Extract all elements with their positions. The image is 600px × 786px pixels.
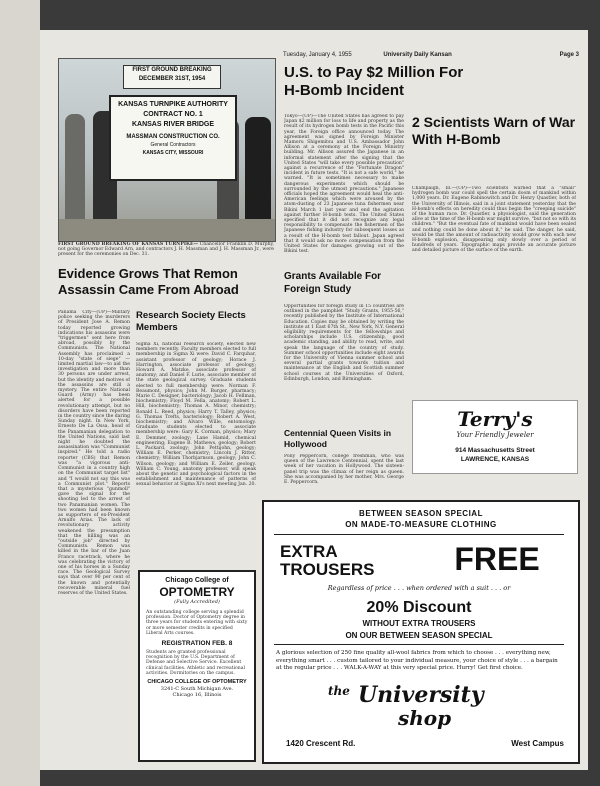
optometry-line-2: OPTOMETRY xyxy=(159,585,235,599)
sign-line-5: General Contractors xyxy=(150,142,196,148)
logo-shop: shop xyxy=(398,706,452,730)
terrys-tagline: Your Friendly Jeweler xyxy=(456,431,534,439)
shop-heading-2: ON MADE-TO-MEASURE CLOTHING xyxy=(345,520,497,529)
shop-extra: EXTRA xyxy=(280,542,338,561)
ground xyxy=(59,219,275,241)
header-paper: University Daily Kansan xyxy=(383,52,452,58)
person-silhouette xyxy=(245,117,271,229)
terrys-name: Terry's xyxy=(457,407,533,431)
sign-line-3: KANSAS RIVER BRIDGE xyxy=(131,121,215,128)
optometry-registration: REGISTRATION FEB. 8 xyxy=(161,640,233,648)
grants-headline: Grants Available For Foreign Study xyxy=(284,271,382,295)
optometry-line-3: (Fully Accredited) xyxy=(174,599,220,605)
binding-spine xyxy=(0,0,40,786)
terrys-jeweler-ad xyxy=(412,400,578,474)
sign-line-4: MASSMAN CONSTRUCTION CO. xyxy=(126,134,220,140)
grants-story: Opportunities for foreign study in 15 countries are outlined in the pamphlet "Study Grants, 1955-56," recently published by the Institute of International Education. Copies may be obtained by writing the institute at 1 East 67th St., New York, N.Y. General eligibility requirements for the fellowships and scholarships include U.S. citizenship, good academic standing, and ability to read, write, and speak the language of the country of study. Summer school opportunities include eight awards for the University of Vienna summer school and several partial grants towards tuition and maintenance at the English and Scottish summer school courses at the Universities of Oxford, Edinburgh, London, and Birmingham. xyxy=(284,304,404,382)
sign-line-6: KANSAS CITY, MISSOURI xyxy=(142,150,204,156)
optometry-ad xyxy=(138,570,256,762)
page-header xyxy=(283,52,583,60)
shop-body: A glorious selection of 250 fine quality all-wool fabrics from which to choose . . . everything new, everything smart . . . custom tailored to your individual measure, your choice of style . . . a bargain at the regular price . . . WALK-A-WAY at this very special price. Hurry! Get first choice. xyxy=(276,650,558,671)
terrys-address-2: LAWRENCE, KANSAS xyxy=(460,456,530,463)
logo-university: University xyxy=(358,682,484,708)
shop-campus: West Campus xyxy=(511,739,564,748)
sign-line-2: CONTRACT NO. 1 xyxy=(143,111,203,118)
shop-discount: 20% Discount xyxy=(366,599,472,616)
shop-regardless: Regardless of price . . . when ordered with a suit . . . or xyxy=(327,584,511,592)
divider xyxy=(274,534,564,535)
optometry-name: CHICAGO COLLEGE OF OPTOMETRY xyxy=(147,679,247,686)
newspaper-page xyxy=(40,30,588,770)
caption-bold: FIRST GROUND BREAKING OF KANSAS TURNPIKE— xyxy=(58,242,199,247)
centennial-story: Polly Peppercorn, college freshman, who was queen of the Lawrence Centennial, spent the last week of her vacation in Hollywood. The sixteen-panel trip was the climax of her reign as queen. She was accompanied by her mother, Mrs. George E. Peppercorn. xyxy=(284,454,404,486)
shop-address: 1420 Crescent Rd. xyxy=(286,739,356,748)
sign-small-date: DECEMBER 31ST, 1954 xyxy=(138,76,206,82)
optometry-body: An outstanding college serving a splendid profession. Doctor of Optometry degree in three years for students entering with sixty or more semester credits in specified Liberal Arts courses. xyxy=(146,610,248,636)
person-silhouette xyxy=(65,114,85,224)
logo-the: the xyxy=(328,684,350,698)
sign-line-1: KANSAS TURNPIKE AUTHORITY xyxy=(118,101,228,108)
turnpike-photo xyxy=(58,58,276,242)
shop-our-special: ON OUR BETWEEN SEASON SPECIAL xyxy=(345,631,493,640)
hbomb-story: Tokyo—(UP)—The United States has agreed to pay Japan $2 million for loss to life and property as the result of its hydrogen bomb tests in the Pacific this year, the Foreign office announced today. The agreement was signed by Foreign Minister Mamoru Shigemitsu and U.S. Ambassador John Allison at a ceremony at the Foreign Ministry building. Mr. Allison assured the Japanese in an informal statement after the signing that the United States "will take every possible precaution" against a recurrence of the "Fortunate Dragon" incident in future tests. "It is not a safe world," he warned. "It is sometimes necessary to make dangerous experiments which should be surrounded by the utmost precautions." Japanese officials hoped the agreement would heal the anti-American feelings which were aroused by the atom-dusting of 23 Japanese tuna fishermen near Bikini March 1 last year and end the agitation against further H-bomb tests. The United States specified that it did not recognize any legal responsibility to compensate the fishermen of the Japanese fishing industry for subsequent losses as a result of the H-bomb test fallout. Japan agreed that it would ask no more compensation from the United States for damages growing out of the Bikini test. xyxy=(284,114,404,255)
optometry-tail: Students are granted professional recognition by the U.S. Department of Defense and Selective Service. Excellent clinical facilities. Athletic and recreational activities. Dormitories on the campus. xyxy=(146,650,245,676)
remon-story: Panama City—(UP)—Military police seeking the murderers of President Jose A. Remon today reported growing indications his assassins were "triggermen" sent here from abroad, possibly by the Communists. The National Assembly has proclaimed a 10-day "state of siege" — limited martial law—to aid the investigation and more than 30 persons are under arrest, but the identity and motives of the assassins are still a mystery. The entire National Guard (Army) has been alerted for a possible revolutionary attempt, but no disorders have been reported in the country since the daring Sunday night. In New York, Ernesto De La Ossa, head of the Panamanian delegation to the United Nations, said last night he doubted the assassination was "Communist inspired." He told a radio reporter (CBS) that Remon was "a vigorous anti-Communist in a country high on the Communist target list" and "I would not say this was a Communist plot." Reports that a mysterious "gunmoll" gave the signal for the shooting led to the arrest of two Panamanian women. The two women had been known as supporters of ex-President Arnulfo Arias. The lack of revolutionary activity weakened the presumption that the killing was an "outside job" directed by Communists. Remon was killed in the bar of the Juan Franco racetrack, where he was celebrating the victory of one of his horses in a Sunday race. The Geological Survey says that over 90 per cent of the known and potentially recoverable mineral fuel reserves of the United States. xyxy=(58,310,130,596)
optometry-address-2: Chicago 16, Illinois xyxy=(172,692,222,699)
remon-headline: Evidence Grows That Remon Assassin Came From Abroad xyxy=(58,266,239,297)
shop-free: FREE xyxy=(454,541,540,577)
turnpike-authority-sign xyxy=(109,95,237,181)
header-page-number: Page 3 xyxy=(559,52,579,58)
shop-heading-1: BETWEEN SEASON SPECIAL xyxy=(359,509,483,518)
terrys-address-1: 914 Massachusetts Street xyxy=(455,447,535,454)
header-date: Tuesday, January 4, 1955 xyxy=(283,52,352,58)
sign-small-top: FIRST GROUND BREAKING xyxy=(132,67,212,73)
divider xyxy=(274,644,564,645)
hbomb-headline: U.S. to Pay $2 Million For H-Bomb Incident xyxy=(284,64,464,99)
shop-trousers: TROUSERS xyxy=(280,560,375,579)
university-shop-ad xyxy=(262,500,580,764)
ground-breaking-sign xyxy=(123,65,221,89)
centennial-headline: Centennial Queen Visits in Hollywood xyxy=(284,428,392,449)
photo-caption xyxy=(58,242,274,256)
research-story: Sigma Xi, national research society, elected new members recently. Faculty members elected to full membership in Sigma Xi were: David C. Farquhar, assistant professor of geology; Horace J. Harrington, associate professor of geology; Howard A. Matzke, associate professor of anatomy; and Daniel F. Lurie, associate member of the state geological survey. Graduate students elected to full membership were: Norman F. Beaumont, physics; John M. Burger, pharmacy; Marie C. Designer, bacteriology; Jacob H. Fellman, biochemistry; Floyd M. Fella, anatomy; Robert L. Hill, biochemistry; Thomas A. Minor, chemistry; Ronald L. Reed, physics; Harry T. Talley, physics; G. Thomas Trefts, bacteriology; Robert A. West, biochemistry; and Alvaro Wille, entomology. Graduate students elected to associate membership were: Gary K. Corman, physics; Mary E. Demmer, zoology; Lane Hamid, chemical engineering; Eugene B. Mathews, geology; Robert L. Packard, zoology; John Pettijohn, geology; William E. Perker, chemistry; Lincoln J. Ritter, chemistry; William Thorbjarnson, geology; John C. Wilson, geology; and William E. Zeiler, geology. William C. Young, anatomy professor, will speak about the genetic and psychological factors in the establishment and maintenance of patterns of sexual behavior at Sigma Xi's next meeting Jan. 20. xyxy=(136,342,256,488)
scientists-headline: 2 Scientists Warn of War With H-Bomb xyxy=(412,114,576,147)
scientists-story: Champaign, Ill.—(UP)—Two scientists warned that a "small" hydrogen bomb war could spell the certain doom of mankind within 1,000 years. Dr. Eugene Rabinowitch and Dr. Henry Quastler, both of the University of Illinois, said in a joint statement yesterday that the H-bomb's effects on heredity could thus begin the "creeping suicide" of the human race. Dr. Quastler, a physiologist, said the generation alive at the time of the H-bomb war might survive, "but not so with its children." "But the eventual fate of mankind would have been sealed and nothing could be done about it," he said. The danger, he said, would be that the amount of radioactivity would grow with each new H-bomb explosion, disappearing only slowly over a period of hundreds of years. Topographic maps provide an accurate picture and detailed picture of the surface of the earth. xyxy=(412,186,576,254)
optometry-address-1: 3241-C South Michigan Ave. xyxy=(160,686,234,693)
university-shop-logo xyxy=(328,682,514,732)
caption-text: Chancellor Franklin D. Murphy, not going Governor Edward Arn, and contractors J. H. Massman and J. H. Massman Jr., were present for the ceremonies on Dec. 31. xyxy=(58,242,274,258)
optometry-line-1: Chicago College of xyxy=(165,577,229,584)
shop-without: WITHOUT EXTRA TROUSERS xyxy=(362,619,476,628)
research-headline: Research Society Elects Members xyxy=(136,310,246,333)
